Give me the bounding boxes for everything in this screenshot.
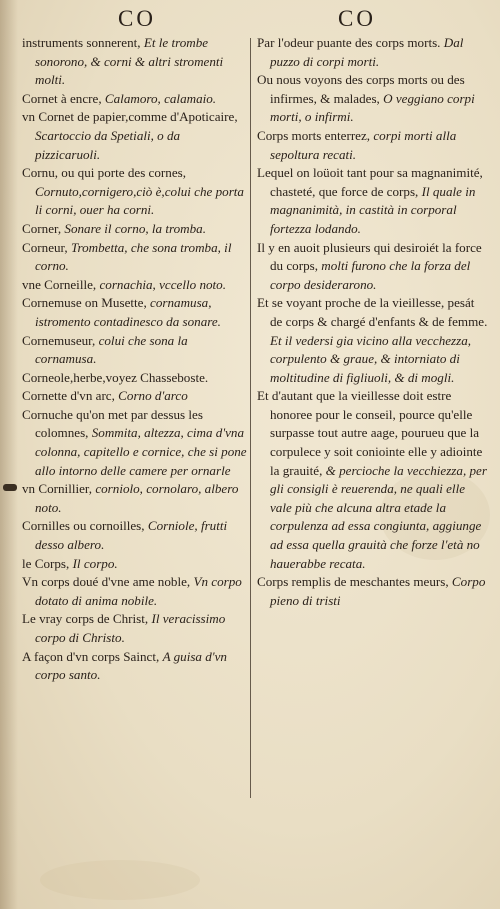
- dictionary-entry: [22, 220, 248, 239]
- entry-french-text: Corneur,: [22, 239, 68, 255]
- entry-french-text: Cornet à encre,: [22, 90, 102, 106]
- dictionary-entry: [22, 332, 248, 369]
- dictionary-entry: [22, 294, 248, 331]
- dictionary-entry: [257, 127, 490, 164]
- paper-stain: [40, 860, 200, 900]
- entry-italian-text: O veggiano corpi morti, o infirmi.: [270, 90, 475, 125]
- entry-italian-text: & percioche la vecchiezza, per gli consigli è reuerenda, ne quali elle vale più che alcuna altra etade la corpulenza ad essa congiunta, aggiunge ad essa quella grauità che forze l'età no hauerabbe recata.: [270, 462, 487, 571]
- entry-french-text: le Corps,: [22, 555, 70, 571]
- entry-italian-text: Sommita, altezza, cima d'vna colonna, capitello e cornice, che si pone allo intorno delle camere per ornarle: [35, 425, 247, 478]
- entry-french-text: instruments sonnerent,: [22, 35, 141, 50]
- dictionary-entry: [257, 294, 490, 387]
- running-head-left: CO: [118, 6, 156, 31]
- entry-italian-text: corpi morti alla sepoltura recati.: [270, 127, 457, 162]
- entry-italian-text: Il veracissimo corpo di Christo.: [35, 611, 226, 645]
- entry-french-text: Le vray corps de Christ,: [22, 611, 149, 627]
- dictionary-entry: [22, 276, 248, 295]
- running-head-right: CO: [338, 6, 376, 31]
- dictionary-entry: [22, 517, 248, 554]
- dictionary-entry: [22, 108, 248, 164]
- dictionary-entry: [22, 610, 248, 647]
- dictionary-entry: [22, 369, 248, 388]
- entry-italian-text: Sonare il corno, la tromba.: [64, 220, 206, 236]
- entry-italian-text: Scartoccio da Spetiali, o da pizzicaruoli.: [35, 127, 181, 162]
- entry-french-text: Cornette d'vn arc,: [22, 388, 115, 404]
- entry-italian-text: Et il vedersi gia vicino alla vecchezza, corpulento & graue, & intorniato di moltitudine di figliuoli, & di mogli.: [270, 332, 472, 385]
- dictionary-entry: [22, 406, 248, 480]
- entry-french-text: Cornilles ou cornoilles,: [22, 518, 145, 534]
- column-divider: [250, 38, 251, 798]
- entry-french-text: vne Corneille,: [22, 276, 97, 292]
- entry-french-text: vn Cornillier,: [22, 481, 93, 497]
- entry-french-text: Ou nous voyons des corps morts ou des infirmes, & malades,: [257, 72, 465, 106]
- entry-italian-text: corniolo, cornolaro, albero noto.: [35, 481, 239, 515]
- entry-italian-text: Corpo pieno di tristi: [270, 574, 486, 608]
- dictionary-entry: [22, 573, 248, 610]
- margin-ink-mark: [3, 484, 17, 491]
- gutter-shadow: [0, 0, 18, 909]
- dictionary-entry: [22, 164, 248, 220]
- dictionary-entry: [22, 239, 248, 276]
- entry-french-text: Et d'autant que la vieillesse doit estre honoree pour le conseil, pource qu'elle surpasse tout autre aage, pourueu que la corpulece y soit coniointe elle y adiointe la grauité,: [257, 388, 483, 478]
- entry-french-text: Et se voyant proche de la vieillesse, pesát de corps & chargé d'enfants & de femme.: [257, 295, 488, 329]
- entry-italian-text: Dal puzzo di corpi morti.: [270, 35, 464, 69]
- entry-french-text: Corps remplis de meschantes meurs,: [257, 574, 449, 590]
- dictionary-entry: [257, 387, 490, 573]
- entry-italian-text: molti furono che la forza del corpo desiderarono.: [270, 258, 471, 292]
- entry-italian-text: Trombetta, che sona tromba, il corno.: [35, 239, 232, 274]
- entry-french-text: Il y en auoit plusieurs qui desiroiét la force du corps,: [257, 239, 482, 274]
- dictionary-entry: [257, 164, 490, 238]
- entry-italian-text: Vn corpo dotato di anima nobile.: [35, 574, 242, 608]
- entry-french-text: Corner,: [22, 220, 62, 236]
- entry-italian-text: Corno d'arco: [118, 388, 188, 404]
- entry-italian-text: colui che sona la cornamusa.: [35, 332, 188, 367]
- entry-italian-text: cornamusa, istromento contadinesco da sonare.: [35, 295, 221, 329]
- entry-french-text: Cornemuseur,: [22, 332, 96, 348]
- dictionary-entry: [257, 71, 490, 127]
- right-column: [257, 34, 490, 610]
- entry-italian-text: Il corpo.: [72, 555, 118, 571]
- entry-french-text: Cornuche qu'on met par dessus les colomnes,: [22, 406, 203, 441]
- dictionary-entry: [22, 480, 248, 517]
- entry-italian-text: Cornuto,cornigero,ciò è,colui che porta li corni, ouer ha corni.: [35, 183, 244, 218]
- dictionary-entry: [22, 90, 248, 109]
- entry-french-text: Par l'odeur puante des corps morts.: [257, 35, 441, 50]
- entry-french-text: Cornemuse on Musette,: [22, 295, 147, 311]
- entry-french-text: Corneole,herbe,voyez Chasseboste.: [22, 369, 209, 385]
- entry-french-text: A façon d'vn corps Sainct,: [22, 648, 160, 664]
- entry-french-text: vn Cornet de papier,comme d'Apoticaire,: [22, 109, 238, 125]
- dictionary-entry: [257, 34, 490, 71]
- entry-french-text: Corps morts enterrez,: [257, 127, 371, 143]
- entry-italian-text: Et le trombe sonorono, & corni & altri stromenti molti.: [35, 35, 224, 88]
- entry-french-text: Cornu, ou qui porte des cornes,: [22, 165, 187, 181]
- dictionary-entry: [22, 34, 248, 90]
- dictionary-entry: [22, 648, 248, 685]
- entry-french-text: Lequel on loüoit tant pour sa magnanimité, chasteté, que force de corps,: [257, 165, 483, 199]
- left-column: [22, 34, 248, 685]
- entry-french-text: Vn corps doué d'vne ame noble,: [22, 574, 191, 590]
- entry-italian-text: Il quale in magnanimità, in castità in corporal fortezza lodando.: [270, 183, 476, 236]
- dictionary-entry: [22, 387, 248, 406]
- entry-italian-text: Corniole, frutti desso albero.: [35, 518, 228, 553]
- entry-italian-text: cornachia, vccello noto.: [99, 276, 227, 292]
- dictionary-entry: [257, 573, 490, 610]
- dictionary-entry: [22, 555, 248, 574]
- entry-italian-text: Calamoro, calamaio.: [104, 90, 217, 106]
- dictionary-entry: [257, 239, 490, 295]
- entry-italian-text: A guisa d'vn corpo santo.: [35, 648, 227, 683]
